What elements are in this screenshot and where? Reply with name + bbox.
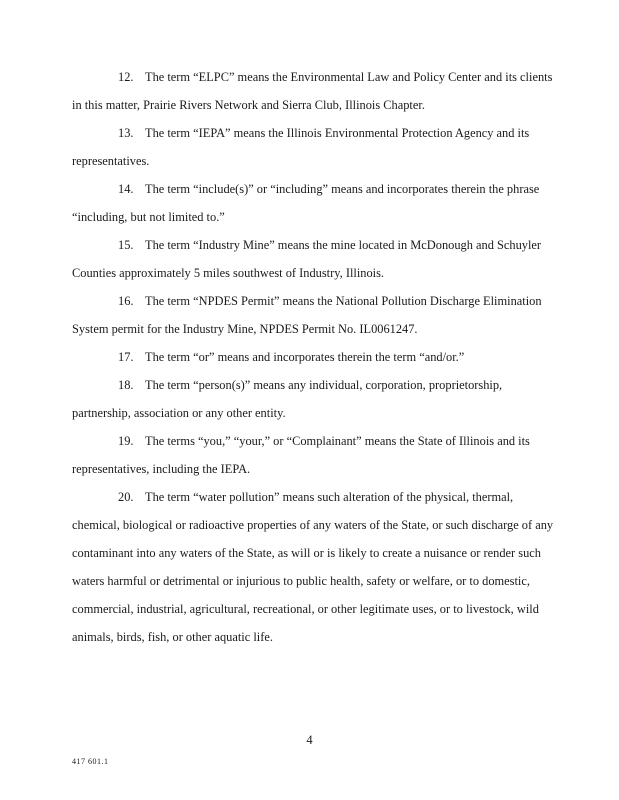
paragraph-line: “including, but not limited to.” [72,210,225,224]
paragraph-number: 19. [118,434,134,448]
paragraph-line: waters harmful or detrimental or injurious to public health, safety or welfare, or to domestic, [72,574,530,588]
paragraph-line: The term “IEPA” means the Illinois Environmental Protection Agency and its [145,126,530,140]
paragraph-line: The term “water pollution” means such alteration of the physical, thermal, [145,490,514,504]
paragraph-line: The term “Industry Mine” means the mine located in McDonough and Schuyler [145,238,542,252]
paragraph-line: Counties approximately 5 miles southwest of Industry, Illinois. [72,266,385,280]
paragraph-20 [72,483,552,651]
paragraph-line: representatives, including the IEPA. [72,462,251,476]
paragraph-line: The term “NPDES Permit” means the National Pollution Discharge Elimination [145,294,542,308]
paragraph-line: contaminant into any waters of the State, as will or is likely to create a nuisance or render such [72,546,541,560]
paragraph-17 [72,343,552,371]
paragraph-13 [72,119,552,175]
document-id: 417 601.1 [72,757,109,766]
paragraph-line: System permit for the Industry Mine, NPDES Permit No. IL0061247. [72,322,418,336]
paragraph-line: representatives. [72,154,150,168]
paragraph-number: 20. [118,490,134,504]
paragraph-line: partnership, association or any other entity. [72,406,286,420]
paragraph-number: 16. [118,294,134,308]
paragraph-number: 15. [118,238,134,252]
paragraph-line: The term “include(s)” or “including” means and incorporates therein the phrase [145,182,540,196]
page-number: 4 [306,733,313,747]
paragraph-line: The term “or” means and incorporates therein the term “and/or.” [145,350,465,364]
paragraph-18 [72,371,552,427]
paragraph-number: 14. [118,182,134,196]
paragraph-line: The terms “you,” “your,” or “Complainant” means the State of Illinois and its [145,434,530,448]
paragraph-12 [72,63,552,119]
paragraph-number: 18. [118,378,134,392]
paragraph-14 [72,175,552,231]
paragraph-16 [72,287,552,343]
paragraph-number: 17. [118,350,134,364]
paragraph-line: commercial, industrial, agricultural, recreational, or other legitimate uses, or to livestock, wild [72,602,539,616]
paragraph-line: The term “person(s)” means any individual, corporation, proprietorship, [145,378,503,392]
paragraph-19 [72,427,552,483]
paragraph-number: 13. [118,126,134,140]
paragraph-15 [72,231,552,287]
paragraph-number: 12. [118,70,134,84]
paragraph-line: The term “ELPC” means the Environmental Law and Policy Center and its clients [145,70,553,84]
paragraph-line: animals, birds, fish, or other aquatic life. [72,630,273,644]
paragraph-line: in this matter, Prairie Rivers Network and Sierra Club, Illinois Chapter. [72,98,425,112]
paragraph-line: chemical, biological or radioactive properties of any waters of the State, or such discharge of any [72,518,554,532]
